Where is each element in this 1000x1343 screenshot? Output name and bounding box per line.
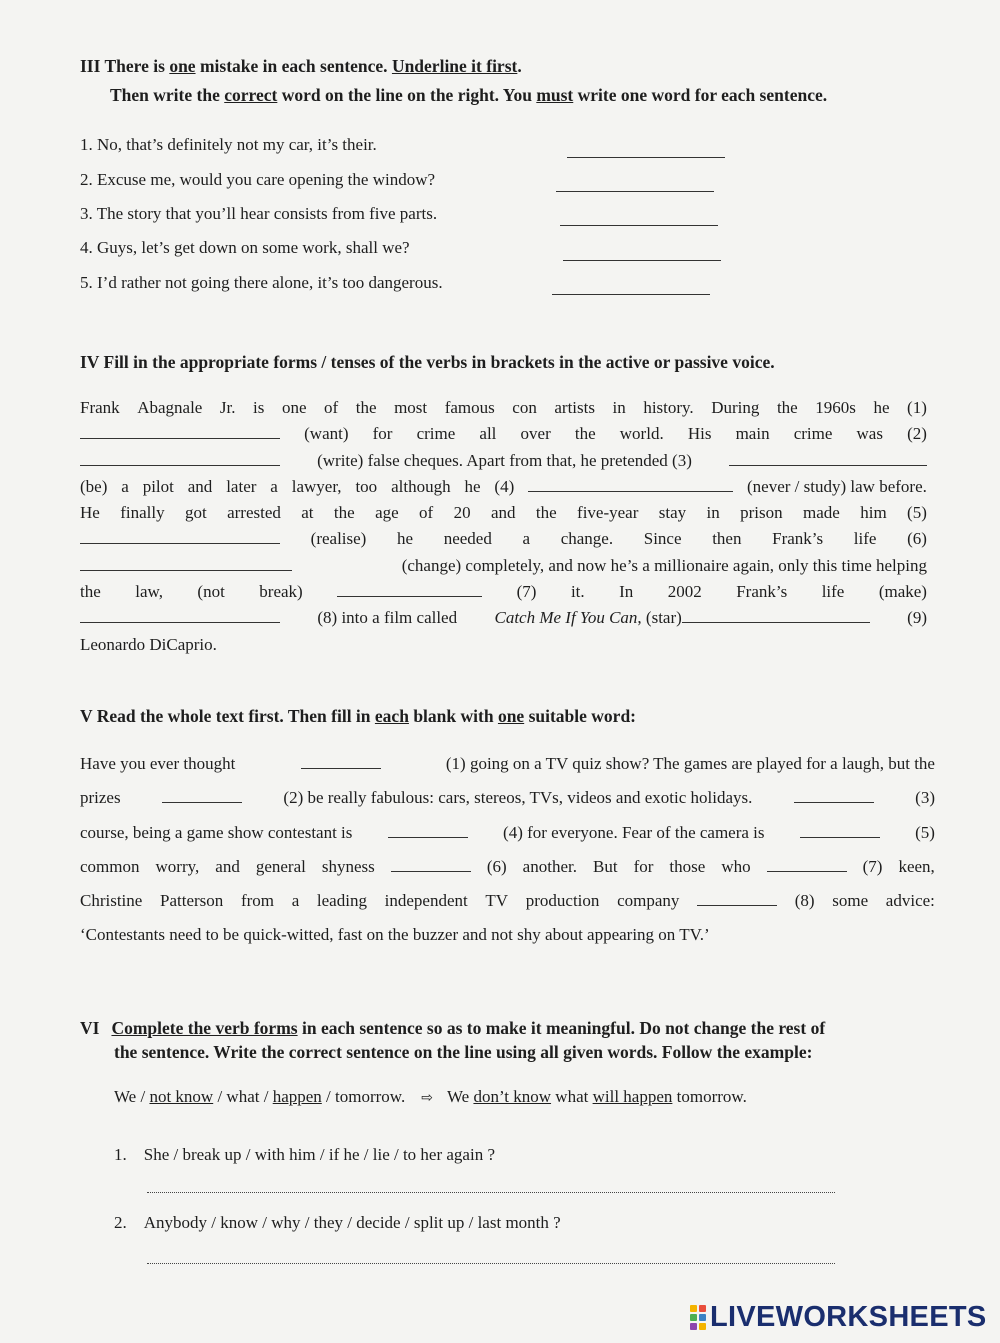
answer-dotted-line-1[interactable] (147, 1192, 835, 1193)
s5-blank-3[interactable] (794, 788, 874, 803)
section-6-item-2: 2. Anybody / know / why / they / decide / split up / last month ? (114, 1213, 561, 1232)
s5-line-5: Christine Patterson from a leading independent TV production company (8) some advice: (80, 891, 935, 911)
blank-1[interactable] (80, 424, 280, 439)
s5-blank-6[interactable] (391, 857, 471, 872)
s5-blank-4[interactable] (388, 823, 468, 838)
s5-blank-5[interactable] (800, 823, 880, 838)
s5-line-4: common worry, and general shyness (6) another. But for those who (7) keen, (80, 856, 935, 876)
blank-2[interactable] (80, 451, 280, 466)
s5-blank-8[interactable] (697, 891, 777, 906)
section-3-item-4: 4. Guys, let’s get down on some work, shall we? (80, 238, 410, 257)
blank-6[interactable] (80, 556, 292, 571)
s4-line-7: (change) completely, and now he’s a millionaire again, only this time helping (80, 553, 927, 579)
s4-line-2: (want) for crime all over the world. His main crime was (2) (80, 421, 927, 447)
section-4-text (80, 395, 927, 658)
s4-line-6: (realise) he needed a change. Since then Frank’s life (6) (80, 526, 927, 552)
blank-3[interactable] (729, 451, 927, 466)
answer-line-5[interactable] (552, 294, 710, 295)
section-3-item-2: 2. Excuse me, would you care opening the window? (80, 170, 436, 189)
section-6-heading-line-2: the sentence. Write the correct sentence on the line using all given words. Follow the example: (114, 1042, 813, 1062)
answer-line-4[interactable] (563, 260, 721, 261)
s4-line-1: Frank Abagnale Jr. is one of the most famous con artists in history. During the 1960s he (1) (80, 398, 927, 417)
logo-text: LIVEWORKSHEETS (710, 1300, 987, 1333)
s5-line-6: ‘Contestants need to be quick-witted, fast on the buzzer and not shy about appearing on TV.’ (80, 925, 710, 945)
section-6-heading: VI Complete the verb forms in each sentence so as to make it meaningful. Do not change the rest of (80, 1018, 826, 1038)
section-3-item-3: 3. The story that you’ll hear consists from five parts. (80, 204, 438, 223)
s5-line-2: prizes (2) be really fabulous: cars, stereos, TVs, videos and exotic holidays. (3) (80, 788, 935, 808)
answer-dotted-line-2[interactable] (147, 1263, 835, 1264)
answer-line-2[interactable] (556, 191, 714, 192)
blank-4[interactable] (528, 477, 733, 492)
s5-line-1: Have you ever thought (1) going on a TV quiz show? The games are played for a laugh, but the (80, 754, 935, 773)
answer-line-1[interactable] (567, 157, 725, 158)
s4-line-8: the law, (not break) (7) it. In 2002 Frank’s life (make) (80, 582, 927, 602)
s4-line-10: Leonardo DiCaprio. (80, 634, 217, 654)
section-4-heading: IV Fill in the appropriate forms / tenses of the verbs in brackets in the active or passive voice. (80, 352, 775, 372)
logo-grid-icon (690, 1305, 706, 1330)
section-3-item-1: 1. No, that’s definitely not my car, it’s their. (80, 135, 377, 154)
section-5-text (80, 747, 935, 953)
s5-blank-2[interactable] (162, 788, 242, 803)
blank-5[interactable] (80, 529, 280, 544)
s4-line-9: (8) into a film called Catch Me If You Can, (star) (9) (80, 605, 927, 631)
blank-9[interactable] (682, 608, 870, 623)
s4-line-3: (write) false cheques. Apart from that, he pretended (3) (80, 448, 927, 474)
arrow-right-icon: ⇨ (421, 1090, 433, 1106)
s5-line-3: course, being a game show contestant is (4) for everyone. Fear of the camera is (5) (80, 822, 935, 842)
s4-line-5: He finally got arrested at the age of 20 and the five-year stay in prison made him (5) (80, 503, 927, 523)
section-3-subheading: Then write the correct word on the line on the right. You must write one word for each sentence. (110, 85, 828, 105)
section-3-heading: III There is one mistake in each sentence. Underline it first. (80, 56, 522, 76)
s4-line-4: (be) a pilot and later a lawyer, too although he (4) (never / study) law before. (80, 476, 927, 496)
answer-line-3[interactable] (560, 225, 718, 226)
liveworksheets-logo (690, 1300, 987, 1334)
section-3-item-5: 5. I’d rather not going there alone, it’s too dangerous. (80, 273, 443, 292)
blank-7[interactable] (337, 582, 482, 597)
s5-blank-7[interactable] (767, 857, 847, 872)
section-6-item-1: 1. She / break up / with him / if he / lie / to her again ? (114, 1145, 495, 1164)
s5-blank-1[interactable] (301, 754, 381, 769)
section-5-heading: V Read the whole text first. Then fill in each blank with one suitable word: (80, 706, 636, 726)
blank-8[interactable] (80, 608, 280, 623)
section-6-example: We / not know / what / happen / tomorrow. ⇨ We don’t know what will happen tomorrow. (114, 1087, 747, 1106)
